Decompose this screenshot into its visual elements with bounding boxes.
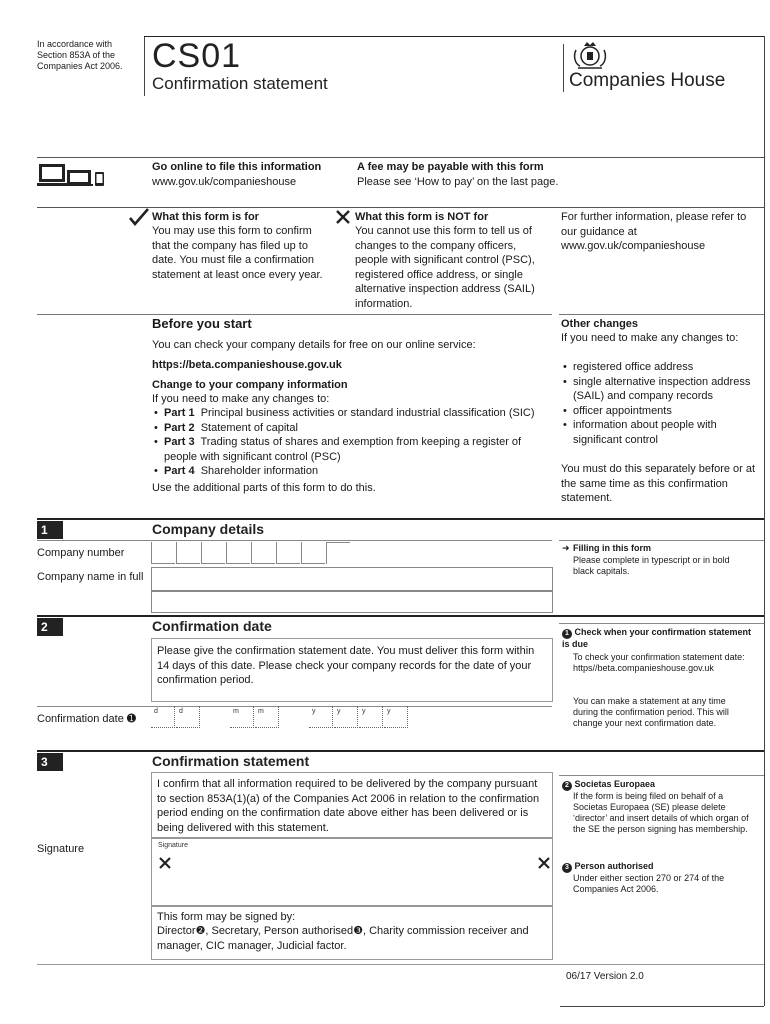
additional-text: Use the additional parts of this form to do this. xyxy=(152,482,376,494)
section2-number: 2 xyxy=(37,618,63,636)
due-note-text: To check your confirmation statement date: https//beta.companieshouse.gov.uk xyxy=(573,652,745,673)
check-icon xyxy=(128,207,150,232)
accordance-line-1: In accordance with xyxy=(37,39,113,49)
version-text: 06/17 Version 2.0 xyxy=(566,971,644,982)
sign-start-cross-icon xyxy=(158,856,172,875)
sign-end-cross-icon xyxy=(537,856,551,875)
authorised-note-heading: 3 Person authorised xyxy=(562,861,654,873)
other-changes-outro: You must do this separately before or at the same time as this confirmation statement. xyxy=(561,463,756,504)
online-url[interactable]: www.gov.uk/companieshouse xyxy=(152,176,297,188)
filling-note-text: Please complete in typescript or in bold black capitals. xyxy=(573,555,730,576)
other-changes-intro: If you need to make any changes to: xyxy=(561,332,739,344)
list-item: • information about people with significant control xyxy=(561,418,761,447)
section2-note-rule xyxy=(559,623,764,624)
further-info-text: For further information, please refer to our guidance at www.gov.uk/companieshouse xyxy=(561,211,747,252)
due-note-heading: 1 Check when your confirmation statement is due xyxy=(562,627,752,649)
note-2-icon: 2 xyxy=(562,781,572,791)
footer-bottom-rule xyxy=(560,1006,764,1007)
fee-heading: A fee may be payable with this form xyxy=(357,161,544,173)
part-item: • Part 4 Shareholder information xyxy=(152,464,547,479)
company-name-label: Company name in full xyxy=(37,571,144,583)
year-cell[interactable]: y xyxy=(309,706,333,728)
part-item: • Part 2 Statement of capital xyxy=(152,421,547,436)
authorised-note-text: Under either section 270 or 274 of the Companies Act 2006. xyxy=(573,873,725,894)
part-item: • Part 3 Trading status of shares and exemption from keeping a register of people with significant control (PSC) xyxy=(152,435,547,464)
change-intro: If you need to make any changes to: xyxy=(152,393,330,405)
other-changes-heading: Other changes xyxy=(561,318,639,330)
section1-note-rule xyxy=(559,540,764,541)
part-item: • Part 1 Principal business activities or standard industrial classification (SIC) xyxy=(152,406,547,421)
signed-by-text: Director❷, Secretary, Person authorised❸, Charity commission receiver and manager, CIC manager, Judicial factor. xyxy=(157,925,529,952)
fee-text: Please see ‘How to pay’ on the last page. xyxy=(357,176,559,188)
note-1-icon: 1 xyxy=(562,629,572,639)
se-note-heading: 2 Societas Europaea xyxy=(562,779,655,791)
year-cell[interactable]: y xyxy=(359,706,383,728)
form-title: Confirmation statement xyxy=(152,74,328,93)
section3-rule xyxy=(37,750,764,752)
signature-box-label: Signature xyxy=(158,842,188,849)
note-3-icon: 3 xyxy=(562,863,572,873)
company-name-input-line1[interactable] xyxy=(151,567,553,591)
confirmation-date-label: Confirmation date ➊ xyxy=(37,713,137,725)
brand-name: Companies House xyxy=(569,70,726,91)
parts-list xyxy=(152,406,547,479)
devices-icon xyxy=(37,160,107,195)
other-rule xyxy=(559,314,764,315)
month-cell[interactable]: m xyxy=(255,706,279,728)
footer-rule xyxy=(37,964,764,965)
year-cell[interactable]: y xyxy=(384,706,408,728)
company-name-input-line2[interactable] xyxy=(151,591,553,613)
what-for-heading: What this form is for xyxy=(152,211,259,223)
service-url[interactable]: https://beta.companieshouse.gov.uk xyxy=(152,359,342,371)
company-number-label: Company number xyxy=(37,547,125,559)
section3-title: Confirmation statement xyxy=(152,753,310,769)
change-heading: Change to your company information xyxy=(152,379,348,391)
not-for-text: You cannot use this form to tell us of changes to the company officers, people with significant control (PSC), registered office address, or single alternative inspection address (SAIL) information. xyxy=(355,225,535,310)
signed-by-heading: This form may be signed by: xyxy=(157,911,296,923)
page-right-rule xyxy=(764,36,765,1006)
signature-label: Signature xyxy=(37,843,85,855)
year-cell[interactable]: y xyxy=(334,706,358,728)
before-heading: Before you start xyxy=(152,316,252,331)
section2-rule xyxy=(37,615,764,617)
day-cell[interactable]: d xyxy=(176,706,200,728)
form-code: CS01 xyxy=(152,37,242,75)
section1-number: 1 xyxy=(37,521,63,539)
statement-text: I confirm that all information required to be delivered by the company pursuant to section 853A(1)(a) of the Companies Act 2006 in relation to the confirmation period ending on the confirmation date above either has been delivered or is being delivered with this statement. xyxy=(157,778,540,834)
accordance-line-2: Section 853A of the xyxy=(37,50,116,60)
online-heading: Go online to file this information xyxy=(152,161,322,173)
confirmation-date-input[interactable] xyxy=(151,706,411,730)
section1-rule xyxy=(37,518,764,520)
month-cell[interactable]: m xyxy=(230,706,254,728)
accordance-text xyxy=(37,39,137,72)
list-item: • single alternative inspection address (SAIL) and company records xyxy=(561,375,761,404)
online-top-rule xyxy=(37,157,764,158)
header-divider xyxy=(144,36,145,96)
before-rule xyxy=(37,314,552,315)
due-note-text2: You can make a statement at any time during the confirmation period. This will change your next confirmation date. xyxy=(573,696,729,728)
other-changes-list xyxy=(561,360,761,447)
accordance-line-3: Companies Act 2006. xyxy=(37,61,123,71)
before-check-text: You can check your company details for free on our online service: xyxy=(152,339,476,351)
brand-divider xyxy=(563,44,564,92)
section1-title: Company details xyxy=(152,521,265,537)
what-for-text: You may use this form to confirm that the company has filed up to date. You must file a confirmation statement at least once every year. xyxy=(152,225,323,281)
filling-note-heading: Filling in this form xyxy=(573,543,651,553)
list-item: • officer appointments xyxy=(561,404,761,419)
company-number-input[interactable] xyxy=(151,542,351,566)
section2-title: Confirmation date xyxy=(152,618,272,634)
section3-number: 3 xyxy=(37,753,63,771)
day-cell[interactable]: d xyxy=(151,706,175,728)
list-item: • registered office address xyxy=(561,360,761,375)
cross-icon xyxy=(335,209,351,230)
section1-subrule xyxy=(37,540,552,541)
arrow-right-icon: ➜ xyxy=(562,543,570,553)
se-note-text: If the form is being filed on behalf of a Societas Europaea (SE) please delete ‘director’ and insert details of which organ of the SE the person signing has membership. xyxy=(573,791,749,834)
not-for-heading: What this form is NOT for xyxy=(355,211,489,223)
signature-box[interactable] xyxy=(151,838,553,906)
section2-instruction: Please give the confirmation statement date. You must deliver this form within 14 days of this date. Please check your company records for the date of your confirmation period. xyxy=(157,645,535,686)
section3-note-rule xyxy=(559,775,764,776)
